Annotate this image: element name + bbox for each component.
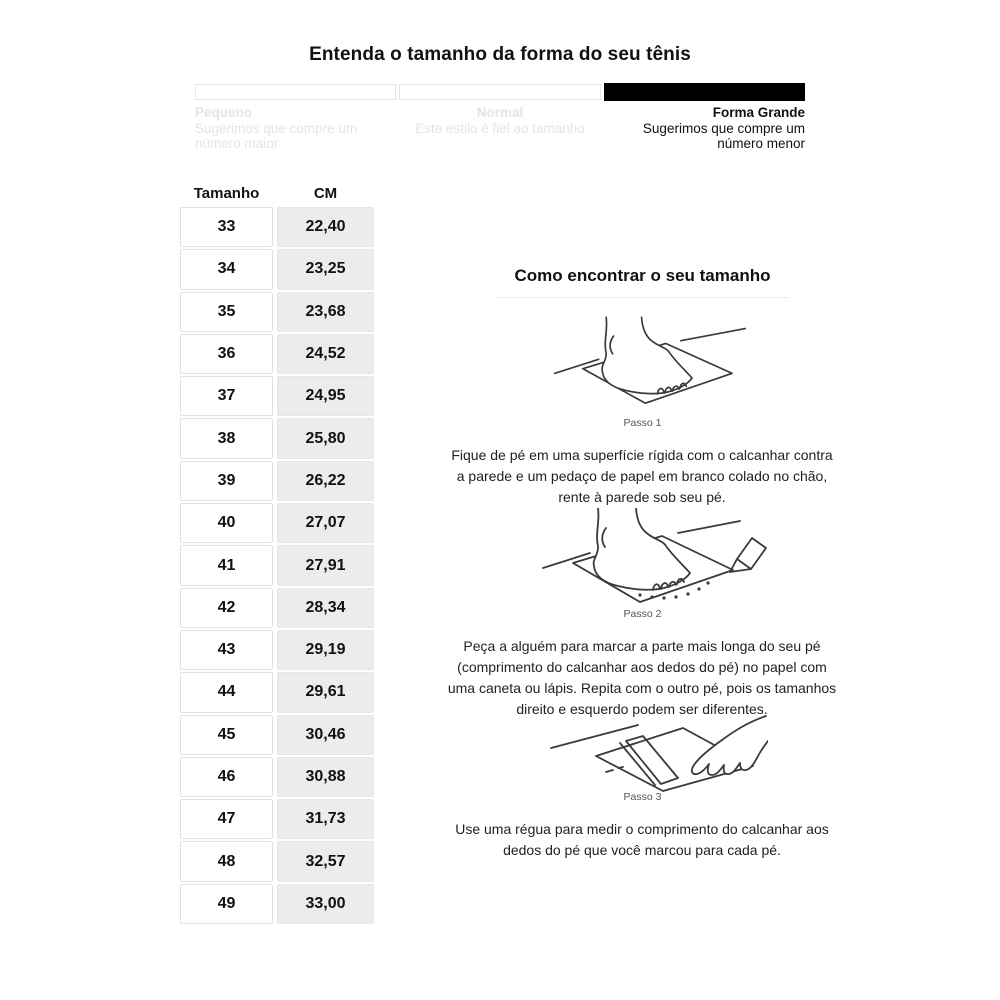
fit-label-title: Normal	[476, 105, 524, 120]
page-title: Entenda o tamanho da forma do seu tênis	[309, 44, 691, 65]
foot-marking-pencil-icon	[540, 508, 775, 608]
cm-cell: 23,68	[277, 292, 374, 332]
table-row	[180, 588, 376, 628]
table-row	[180, 757, 376, 797]
table-row	[180, 207, 376, 247]
cm-cell: 27,07	[277, 503, 374, 543]
cm-cell: 29,61	[277, 672, 374, 712]
step-description: Use uma régua para medir o comprimento do calcanhar aos dedos do pé que você marcou para cada pé.	[455, 821, 829, 858]
step-label: Passo 3	[623, 791, 662, 803]
cm-cell: 28,34	[277, 588, 374, 628]
fit-segment-normal	[399, 84, 600, 100]
size-cell: 45	[180, 715, 273, 755]
column-header-size: Tamanho	[193, 185, 260, 202]
size-cell: 46	[180, 757, 273, 797]
fit-label-description: Sugerimos que compre um número menor	[642, 120, 805, 151]
size-table-rows	[180, 207, 376, 924]
size-cell: 36	[180, 334, 273, 374]
step-label: Passo 2	[623, 608, 662, 620]
table-row	[180, 334, 376, 374]
size-cell: 47	[180, 799, 273, 839]
cm-cell: 24,95	[277, 376, 374, 416]
table-row	[180, 376, 376, 416]
table-row	[180, 418, 376, 458]
table-row	[180, 715, 376, 755]
fit-segment-forma-grande	[604, 83, 805, 101]
table-row	[180, 545, 376, 585]
table-row	[180, 841, 376, 881]
size-cell: 33	[180, 207, 273, 247]
size-table-header	[180, 185, 376, 203]
fit-label-description: Sugerimos que compre um número maior	[195, 120, 358, 151]
table-row	[180, 249, 376, 289]
size-cell: 48	[180, 841, 273, 881]
cm-cell: 30,46	[277, 715, 374, 755]
step-label: Passo 1	[623, 417, 662, 429]
foot-on-paper-icon	[552, 314, 748, 414]
table-row	[180, 884, 376, 924]
size-cell: 42	[180, 588, 273, 628]
fit-label-normal	[400, 105, 600, 152]
size-cell: 34	[180, 249, 273, 289]
size-cell: 41	[180, 545, 273, 585]
fit-label-forma-grande	[605, 105, 805, 152]
cm-cell: 33,00	[277, 884, 374, 924]
table-row	[180, 672, 376, 712]
size-cell: 39	[180, 461, 273, 501]
fit-label-title: Forma Grande	[712, 105, 805, 120]
cm-cell: 25,80	[277, 418, 374, 458]
size-cell: 35	[180, 292, 273, 332]
table-row	[180, 799, 376, 839]
table-row	[180, 630, 376, 670]
table-row	[180, 503, 376, 543]
fit-label-description: Este estilo é fiel ao tamanho	[415, 120, 585, 136]
fit-label-title: Pequeno	[195, 105, 253, 120]
cm-cell: 27,91	[277, 545, 374, 585]
cm-cell: 26,22	[277, 461, 374, 501]
fit-label-pequeno	[195, 105, 395, 152]
fit-indicator-bar	[195, 84, 805, 100]
section-divider	[495, 297, 789, 298]
cm-cell: 24,52	[277, 334, 374, 374]
cm-cell: 22,40	[277, 207, 374, 247]
step-description: Fique de pé em uma superfície rígida com o calcanhar contra a parede e um pedaço de papel em branco colado no chão, rente à parede sob seu pé.	[451, 447, 833, 505]
size-cell: 37	[180, 376, 273, 416]
hand-ruler-icon	[548, 708, 768, 793]
size-cell: 38	[180, 418, 273, 458]
step-description: Peça a alguém para marcar a parte mais longa do seu pé (comprimento do calcanhar aos dedos do pé) no papel com uma caneta ou lápis. Repita com o outro pé, pois os tamanhos direito e esquerdo podem ser diferentes.	[447, 638, 837, 717]
size-cell: 43	[180, 630, 273, 670]
table-row	[180, 292, 376, 332]
cm-cell: 30,88	[277, 757, 374, 797]
howto-title: Como encontrar o seu tamanho	[514, 266, 771, 285]
fit-indicator-labels	[195, 105, 805, 152]
size-cell: 44	[180, 672, 273, 712]
size-cell: 49	[180, 884, 273, 924]
cm-cell: 29,19	[277, 630, 374, 670]
cm-cell: 31,73	[277, 799, 374, 839]
column-header-cm: CM	[313, 185, 338, 202]
table-row	[180, 461, 376, 501]
cm-cell: 32,57	[277, 841, 374, 881]
fit-segment-pequeno	[195, 84, 396, 100]
size-cell: 40	[180, 503, 273, 543]
cm-cell: 23,25	[277, 249, 374, 289]
size-table	[180, 185, 376, 924]
